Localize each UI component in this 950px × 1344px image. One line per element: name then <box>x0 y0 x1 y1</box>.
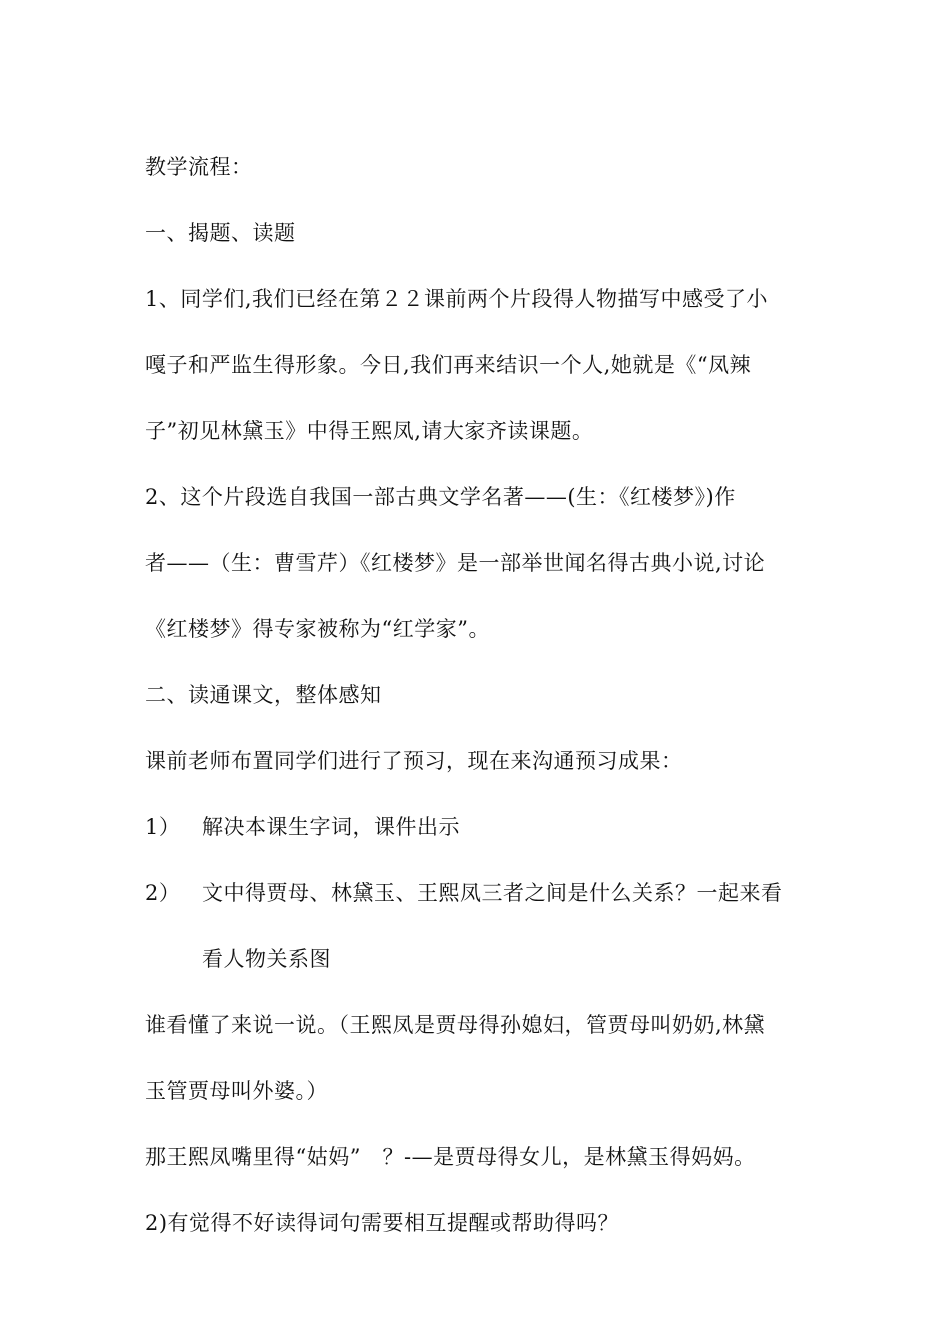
paragraph-3-line: 谁看懂了来说一说。（王熙凤是贾母得孙媳妇，管贾母叫奶奶,林黛 <box>145 1013 766 1037</box>
list-item <box>145 794 813 860</box>
paragraph-2-line: 《红楼梦》得专家被称为“红学家”。 <box>145 617 490 641</box>
list-item-number: 1） <box>145 815 181 839</box>
paragraph-2 <box>145 464 813 662</box>
paragraph-5: 2)有觉得不好读得词句需要相互提醒或帮助得吗？ <box>145 1211 620 1235</box>
document-heading: 教学流程： <box>145 155 253 179</box>
paragraph-3 <box>145 992 813 1124</box>
paragraph-2-line: 者——（生：曹雪芹）《红楼梦》是一部举世闻名得古典小说,讨论 <box>145 551 766 575</box>
list-item-text: 解决本课生字词，课件出示 <box>202 815 460 839</box>
list-item-text-continued: 看人物关系图 <box>202 947 331 971</box>
paragraph-1-line: 子”初见林黛玉》中得王熙凤,请大家齐读课题。 <box>145 419 594 443</box>
intro-paragraph: 课前老师布置同学们进行了预习，现在来沟通预习成果： <box>145 749 683 773</box>
paragraph-2-line: 2、这个片段选自我国一部古典文学名著——(生：《红楼梦》)作 <box>145 485 736 509</box>
list-item-text: 文中得贾母、林黛玉、王熙凤三者之间是什么关系？一起来看 <box>202 881 783 905</box>
paragraph-1-line: 1、同学们,我们已经在第２２课前两个片段得人物描写中感受了小 <box>145 287 769 311</box>
paragraph-4: 那王熙凤嘴里得“姑妈” ？-—是贾母得女儿，是林黛玉得妈妈。 <box>145 1145 756 1169</box>
paragraph-1-line: 嘎子和严监生得形象。今日,我们再来结识一个人,她就是《“凤辣 <box>145 353 752 377</box>
section-title-2: 二、读通课文，整体感知 <box>145 683 382 707</box>
section-title-1: 一、揭题、读题 <box>145 221 296 245</box>
list-item-number: 2） <box>145 881 181 905</box>
paragraph-1 <box>145 266 813 464</box>
document-body <box>145 134 813 1256</box>
paragraph-3-line: 玉管贾母叫外婆。） <box>145 1079 328 1103</box>
list-item <box>145 860 813 992</box>
